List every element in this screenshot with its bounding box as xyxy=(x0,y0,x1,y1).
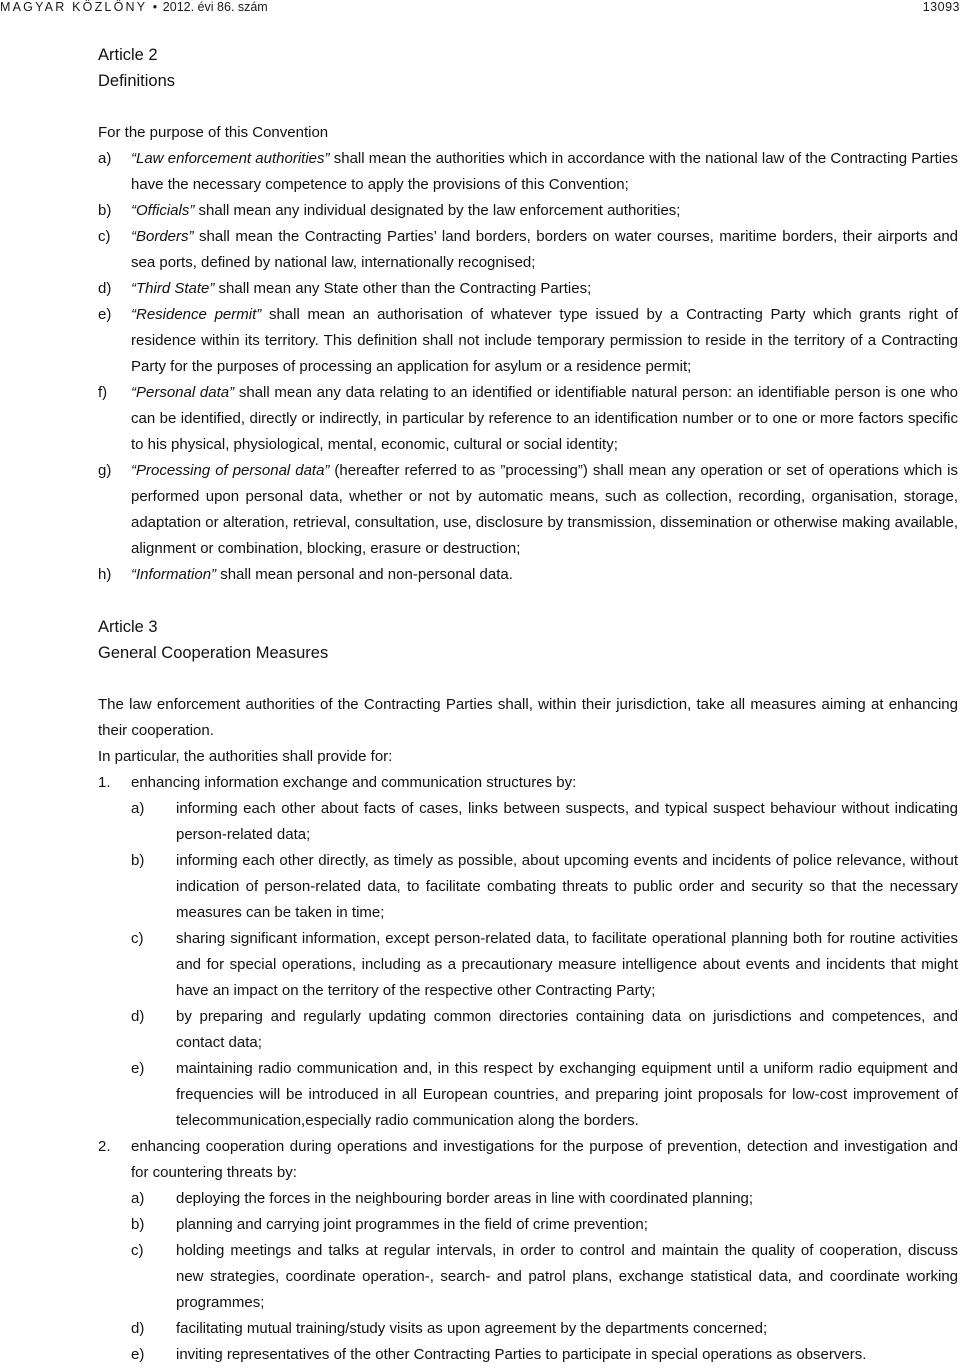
definition-text: shall mean personal and non-personal data. xyxy=(216,566,513,583)
sub-item-text: sharing significant information, except person-related data, to facilitate operational planning both for routine activities and for special operations, including as a precautionary measure intelligence about events and incidents that might have an impact on the territory of the respective other Contracting Party; xyxy=(176,930,958,999)
definition-item xyxy=(98,458,958,562)
sub-item xyxy=(98,1004,958,1056)
defined-term: “Officials” xyxy=(131,202,195,219)
sub-item-text: inviting representatives of the other Contracting Parties to participate in special operations as observers. xyxy=(176,1346,867,1363)
sub-item-label: e) xyxy=(131,1346,145,1363)
definition-item xyxy=(98,276,958,302)
defined-term: “Information” xyxy=(131,566,217,583)
sub-item xyxy=(98,1238,958,1316)
sub-item xyxy=(98,926,958,1004)
spacer xyxy=(98,666,958,692)
defined-term: “Processing of personal data” xyxy=(131,462,330,479)
sub-item-text: informing each other about facts of cases, links between suspects, and typical suspect behaviour without indicating person-related data; xyxy=(176,800,958,843)
sub-item-label: b) xyxy=(131,1216,145,1233)
publication-name: MAGYAR KÖZLÖNY xyxy=(0,0,148,14)
spacer xyxy=(98,94,958,120)
item-label: a) xyxy=(98,150,112,167)
section-label: 1. xyxy=(98,774,111,791)
sub-item xyxy=(98,1342,958,1368)
sub-item-label: b) xyxy=(131,852,145,869)
definition-item xyxy=(98,224,958,276)
page-body xyxy=(98,42,958,1368)
bullet-separator: • xyxy=(152,0,158,14)
sub-item xyxy=(98,1212,958,1238)
article-2-intro: For the purpose of this Convention xyxy=(98,124,329,141)
sub-item-label: a) xyxy=(131,1190,145,1207)
sub-item-text: maintaining radio communication and, in this respect by exchanging equipment until a uniform radio equipment and frequencies will be introduced in all European countries, and preparing joint proposals for low-cost improvement of telecommunication,especially radio communication along the borders. xyxy=(176,1060,958,1129)
definition-item xyxy=(98,302,958,380)
spacer xyxy=(98,588,958,614)
running-title xyxy=(0,0,268,14)
sub-item xyxy=(98,1316,958,1342)
definition-text: shall mean an authorisation of whatever type issued by a Contracting Party which grants right of residence within its territory. This definition shall not include temporary permission to reside in the territory of a Contracting Party for the purposes of processing an application for asylum or a residence permit; xyxy=(131,306,959,375)
sub-item-label: a) xyxy=(131,800,145,817)
sub-item-label: c) xyxy=(131,930,144,947)
article-2-title: Definitions xyxy=(98,72,176,90)
section-label: 2. xyxy=(98,1138,111,1155)
definition-text: shall mean any data relating to an identified or identifiable natural person: an identifiable person is one who can be identified, directly or indirectly, in particular by reference to an identification number or to one or more factors specific to his physical, physiological, mental, economic, cultural or social identity; xyxy=(131,384,959,453)
definition-item xyxy=(98,146,958,198)
item-label: e) xyxy=(98,306,112,323)
page-number: 13093 xyxy=(922,0,960,14)
sub-item-text: by preparing and regularly updating common directories containing data on jurisdictions and competences, and contact data; xyxy=(176,1008,958,1051)
sub-item-text: facilitating mutual training/study visits as upon agreement by the departments concerned; xyxy=(176,1320,768,1337)
sub-item-label: c) xyxy=(131,1242,144,1259)
definition-item xyxy=(98,562,958,588)
sub-item-label: d) xyxy=(131,1320,145,1337)
definition-text: (hereafter referred to as ”processing”) shall mean any operation or set of operations which is performed upon personal data, whether or not by automatic means, such as collection, recording, organisation, storage, adaptation or alteration, retrieval, consultation, use, disclosure by transmission, dissemination or otherwise making available, alignment or combination, blocking, erasure or destruction; xyxy=(131,462,959,557)
article-2-number: Article 2 xyxy=(98,46,158,64)
sub-item xyxy=(98,1056,958,1134)
definition-item xyxy=(98,380,958,458)
section-item xyxy=(98,770,958,796)
definition-item xyxy=(98,198,958,224)
sub-item xyxy=(98,848,958,926)
item-label: h) xyxy=(98,566,112,583)
issue-number: 2012. évi 86. szám xyxy=(162,0,268,14)
defined-term: “Borders” xyxy=(131,228,194,245)
section-item xyxy=(98,1134,958,1186)
item-label: b) xyxy=(98,202,112,219)
definition-text: shall mean the authorities which in accordance with the national law of the Contracting Parties have the necessary competence to apply the provisions of this Convention; xyxy=(131,150,958,193)
article-3-intro-2: In particular, the authorities shall provide for: xyxy=(98,748,393,765)
item-label: f) xyxy=(98,384,108,401)
sub-item-text: planning and carrying joint programmes in the field of crime prevention; xyxy=(176,1216,648,1233)
sub-item-text: informing each other directly, as timely as possible, about upcoming events and incidents of police relevance, without indication of person-related data, to facilitate combating threats to public order and security so that the necessary measures can be taken in time; xyxy=(176,852,958,921)
article-3-number: Article 3 xyxy=(98,618,158,636)
sub-item-label: e) xyxy=(131,1060,145,1077)
defined-term: “Residence permit” xyxy=(131,306,262,323)
sub-item-label: d) xyxy=(131,1008,145,1025)
item-label: g) xyxy=(98,462,112,479)
section-text: enhancing information exchange and communication structures by: xyxy=(131,774,577,791)
defined-term: “Personal data” xyxy=(131,384,235,401)
defined-term: “Law enforcement authorities” xyxy=(131,150,330,167)
sub-item xyxy=(98,1186,958,1212)
item-label: c) xyxy=(98,228,111,245)
definition-text: shall mean any individual designated by the law enforcement authorities; xyxy=(194,202,681,219)
article-3-intro: The law enforcement authorities of the Contracting Parties shall, within their jurisdiction, take all measures aiming at enhancing their cooperation. xyxy=(98,696,958,739)
sub-item xyxy=(98,796,958,848)
running-header xyxy=(0,0,960,16)
sub-item-text: holding meetings and talks at regular intervals, in order to control and maintain the quality of cooperation, discuss new strategies, coordinate operation-, search- and patrol plans, exchange statistical data, and coordinate working programmes; xyxy=(176,1242,958,1311)
sub-item-text: deploying the forces in the neighbouring border areas in line with coordinated planning; xyxy=(176,1190,754,1207)
defined-term: “Third State” xyxy=(131,280,215,297)
article-3-title: General Cooperation Measures xyxy=(98,644,329,662)
definition-text: shall mean the Contracting Parties’ land borders, borders on water courses, maritime borders, their airports and sea ports, defined by national law, internationally recognised; xyxy=(131,228,958,271)
section-text: enhancing cooperation during operations and investigations for the purpose of prevention, detection and investigation and for countering threats by: xyxy=(131,1138,958,1181)
definition-text: shall mean any State other than the Contracting Parties; xyxy=(214,280,592,297)
item-label: d) xyxy=(98,280,112,297)
